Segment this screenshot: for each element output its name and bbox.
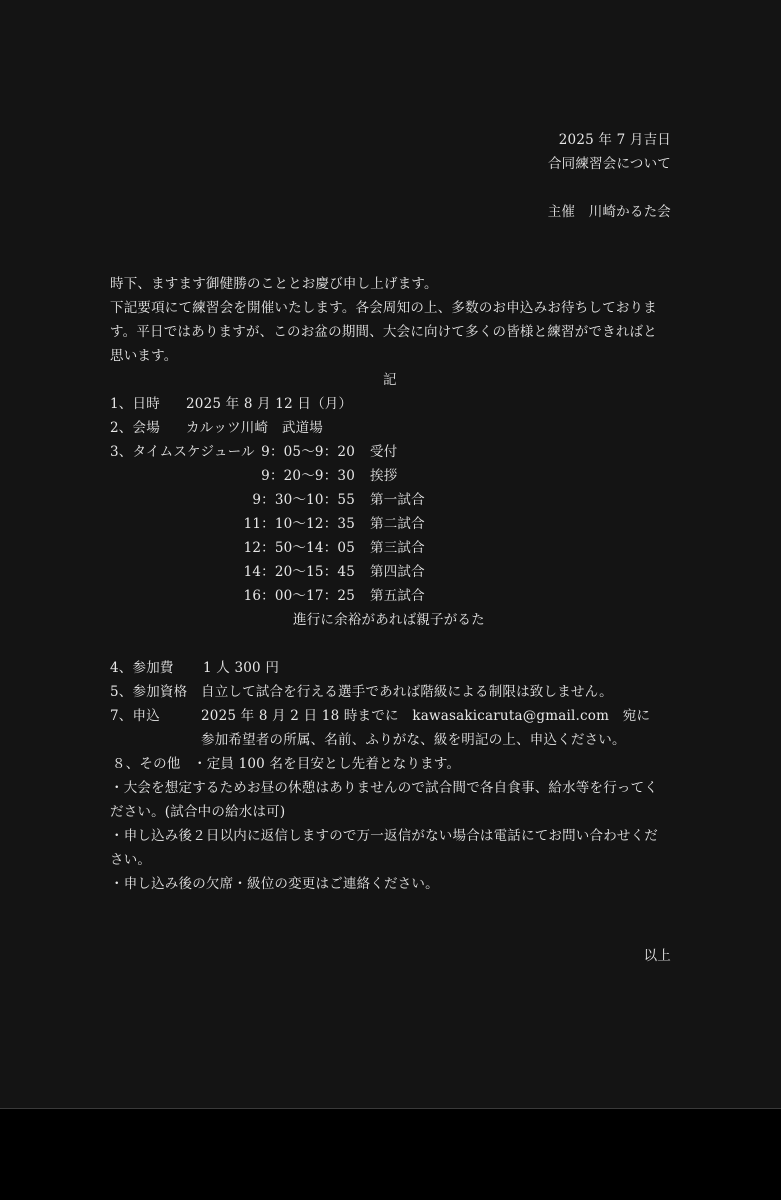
closing-text: 以上	[643, 948, 671, 964]
item-venue-value: カルッツ川崎 武道場	[186, 420, 323, 436]
schedule-event: 第四試合	[370, 564, 425, 580]
schedule-time: 9：20〜9：30	[261, 468, 355, 484]
schedule-time: 9：05〜9：20	[261, 444, 355, 460]
schedule-event: 挨拶	[370, 468, 398, 484]
schedule-time: 12：50〜14：05	[243, 540, 355, 556]
document-date: 2025 年 7 月吉日	[558, 132, 671, 148]
item-application-value: 2025 年 8 月 2 日 18 時までに kawasakicaruta@gmail.com 宛に	[201, 708, 651, 724]
document-subject: 合同練習会について	[547, 156, 671, 172]
item-other-label: ８、その他	[112, 756, 181, 772]
intro-line-3: 思います。	[110, 348, 178, 364]
item-schedule-label: 3、タイムスケジュール	[110, 444, 255, 460]
item-date-value: 2025 年 8 月 12 日（月）	[186, 396, 353, 412]
item-eligibility-value: 自立して試合を行える選手であれば階級による制限は致しません。	[201, 684, 613, 700]
schedule-event: 第二試合	[370, 516, 425, 532]
schedule-event: 第一試合	[370, 492, 425, 508]
intro-line-2: す。平日ではありますが、このお盆の期間、大会に向けて多くの皆様と練習ができればと	[110, 324, 657, 340]
other-note-2-line-1: ・申し込み後２日以内に返信しますので万一返信がない場合は電話にてお問い合わせくだ	[110, 828, 658, 844]
ki-heading: 記	[383, 372, 397, 388]
schedule-note: 進行に余裕があれば親子がるた	[293, 612, 485, 628]
item-fee-label: 4、参加費	[110, 660, 174, 676]
item-date-label: 1、日時	[110, 396, 160, 412]
schedule-time: 14：20〜15：45	[243, 564, 355, 580]
other-note-1-line-2: ださい。(試合中の給水は可)	[110, 804, 286, 820]
schedule-time: 11：10〜12：35	[243, 516, 355, 532]
document-organizer: 主催 川崎かるた会	[547, 204, 671, 220]
greeting-text: 時下、ますます御健勝のこととお慶び申し上げます。	[110, 276, 438, 292]
intro-line-1: 下記要項にて練習会を開催いたします。各会周知の上、多数のお申込みお待ちしておりま	[110, 300, 657, 316]
other-note-1-line-1: ・大会を想定するためお昼の休憩はありませんので試合間で各自食事、給水等を行ってく	[110, 780, 658, 796]
schedule-time: 9：30〜10：55	[252, 492, 355, 508]
item-eligibility-label: 5、参加資格	[110, 684, 188, 700]
schedule-event: 受付	[370, 444, 398, 460]
other-note-3: ・申し込み後の欠席・級位の変更はご連絡ください。	[110, 876, 439, 892]
item-fee-value: 1 人 300 円	[203, 660, 280, 676]
item-other-value: ・定員 100 名を目安とし先着となります。	[193, 756, 461, 772]
other-note-2-line-2: さい。	[110, 852, 152, 868]
schedule-time: 16：00〜17：25	[243, 588, 355, 604]
schedule-event: 第三試合	[370, 540, 425, 556]
item-application-label: 7、申込	[110, 708, 160, 724]
item-venue-label: 2、会場	[110, 420, 160, 436]
schedule-event: 第五試合	[370, 588, 425, 604]
item-application-value-2: 参加希望者の所属、名前、ふりがな、級を明記の上、申込ください。	[201, 732, 626, 748]
